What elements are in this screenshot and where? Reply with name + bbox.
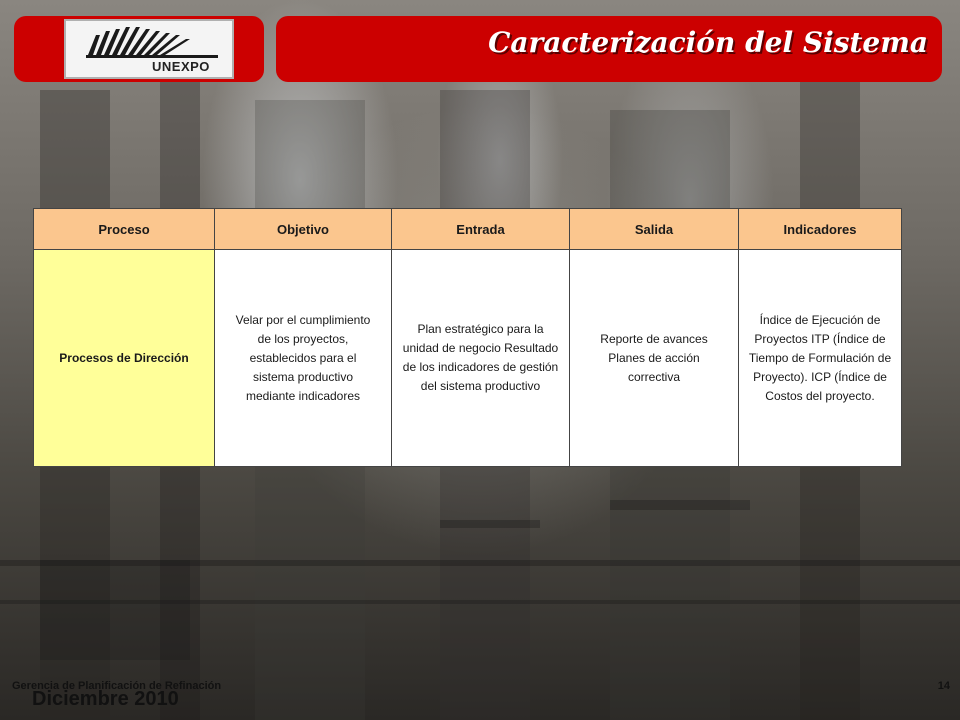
header-indicadores: Indicadores [739,209,902,250]
cell-entrada: Plan estratégico para la unidad de negocio Resultado de los indicadores de gestión del sistema productivo [392,250,570,467]
cell-objetivo: Velar por el cumplimiento de los proyectos, establecidos para el sistema productivo mediante indicadores [215,250,392,467]
cell-proceso: Procesos de Dirección [34,250,215,467]
footer-date: Diciembre 2010 [32,688,179,710]
footer-organization: Gerencia de Planificación de Refinación [12,680,222,692]
cell-salida: Reporte de avances Planes de acción correctiva [570,250,739,467]
page-number: 14 [937,680,950,692]
header-objetivo: Objetivo [215,209,392,250]
table-row [34,250,902,467]
page-title: Caracterización del Sistema [488,26,928,59]
logo-banner [14,16,264,82]
logo-text: UNEXPO [152,59,210,74]
unexpo-logo [64,19,234,79]
title-banner [276,16,942,82]
process-table [33,208,902,467]
header-proceso: Proceso [34,209,215,250]
table-header-row [34,209,902,250]
header-salida: Salida [570,209,739,250]
cell-indicadores: Índice de Ejecución de Proyectos ITP (Índice de Tiempo de Formulación de Proyecto). ICP (Índice de Costos del proyecto. [739,250,902,467]
header-entrada: Entrada [392,209,570,250]
